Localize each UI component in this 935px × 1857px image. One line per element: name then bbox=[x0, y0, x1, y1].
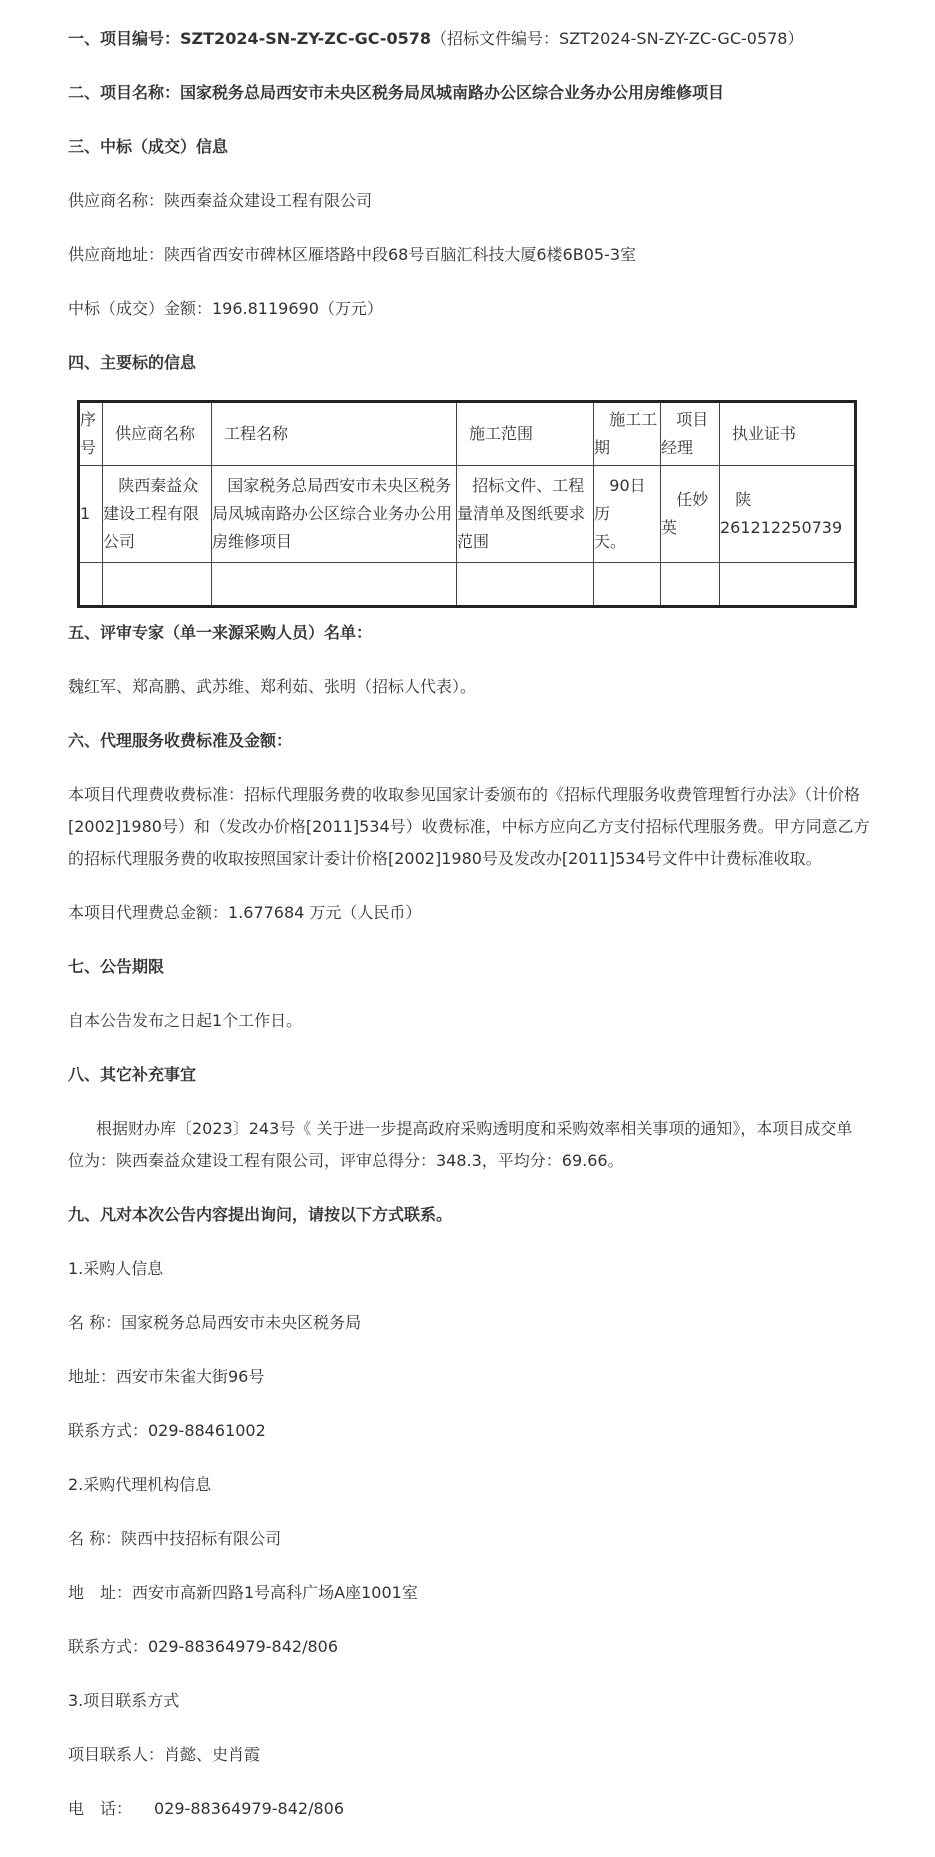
header-supplier: 供应商名称 bbox=[103, 402, 212, 466]
fee-standard-line-2: [2002]1980号）和（发改办价格[2011]534号）收费标准，中标方应向乙方支付招标代理服务费。甲方同意乙方 bbox=[68, 817, 870, 836]
tender-doc-number: （招标文件编号：SZT2024-SN-ZY-ZC-GC-0578） bbox=[431, 29, 804, 48]
phone-label: 电 话： bbox=[68, 1799, 133, 1818]
fee-standard-line-1: 本项目代理费收费标准：招标代理服务费的收取参见国家计委颁布的《招标代理服务收费管理暂行办法》（计价格 bbox=[68, 785, 861, 804]
supplier-name: 供应商名称：陕西秦益众建设工程有限公司 bbox=[68, 191, 373, 210]
project-name-label: 二、项目名称： bbox=[68, 83, 181, 102]
award-amount: 中标（成交）金额：196.8119690（万元） bbox=[68, 299, 383, 318]
supplement-line-2: 位为：陕西秦益众建设工程有限公司，评审总得分：348.3，平均分：69.66。 bbox=[68, 1151, 624, 1170]
fee-total: 本项目代理费总金额：1.677684 万元（人民币） bbox=[68, 903, 422, 922]
project-contact-title: 3.项目联系方式 bbox=[68, 1691, 180, 1710]
cell-supplier: 陕西秦益众 建设工程有限 公司 bbox=[103, 466, 212, 563]
table-empty-row bbox=[79, 563, 856, 607]
agency-info-title: 2.采购代理机构信息 bbox=[68, 1475, 212, 1494]
project-name-value: 国家税务总局西安市未央区税务局凤城南路办公区综合业务办公用房维修项目 bbox=[180, 83, 725, 102]
buyer-contact: 联系方式：029-88461002 bbox=[68, 1421, 266, 1440]
project-contact-phone bbox=[68, 1798, 344, 1820]
header-project: 工程名称 bbox=[212, 402, 457, 466]
subject-table bbox=[77, 400, 857, 608]
cell-license: 陕 261212250739 bbox=[720, 466, 856, 563]
header-seq: 序 号 bbox=[79, 402, 103, 466]
section-contact-heading: 九、凡对本次公告内容提出询问，请按以下方式联系。 bbox=[68, 1205, 453, 1224]
table-header-row bbox=[79, 402, 856, 466]
notice-period: 自本公告发布之日起1个工作日。 bbox=[68, 1011, 303, 1030]
buyer-name: 名 称：国家税务总局西安市未央区税务局 bbox=[68, 1313, 362, 1332]
agency-address: 地 址：西安市高新四路1号高科广场A座1001室 bbox=[68, 1583, 418, 1602]
project-contact-people: 项目联系人：肖懿、史肖霞 bbox=[68, 1745, 261, 1764]
buyer-info-title: 1.采购人信息 bbox=[68, 1259, 164, 1278]
header-license: 执业证书 bbox=[720, 402, 856, 466]
section-fee-heading: 六、代理服务收费标准及金额： bbox=[68, 731, 293, 750]
cell-period: 90日历 天。 bbox=[594, 466, 661, 563]
section-project-name bbox=[68, 82, 724, 104]
cell-project: 国家税务总局西安市未央区税务 局凤城南路办公区综合业务办公用 房维修项目 bbox=[212, 466, 457, 563]
table-row bbox=[79, 466, 856, 563]
header-period: 施工工 期 bbox=[594, 402, 661, 466]
header-manager: 项目 经理 bbox=[661, 402, 720, 466]
project-number-value: SZT2024-SN-ZY-ZC-GC-0578 bbox=[180, 29, 432, 48]
section-supplement-heading: 八、其它补充事宜 bbox=[68, 1065, 197, 1084]
phone-value: 029-88364979-842/806 bbox=[154, 1799, 345, 1818]
supplement-line-1: 根据财办库〔2023〕243号《 关于进一步提高政府采购透明度和采购效率相关事项的通知》，本项目成交单 bbox=[96, 1119, 853, 1138]
supplier-address: 供应商地址：陕西省西安市碑林区雁塔路中段68号百脑汇科技大厦6楼6B05-3室 bbox=[68, 245, 637, 264]
section-subject-heading: 四、主要标的信息 bbox=[68, 353, 197, 372]
section-period-heading: 七、公告期限 bbox=[68, 957, 165, 976]
section-project-number bbox=[68, 28, 803, 50]
expert-names: 魏红军、郑高鹏、武苏维、郑利茹、张明（招标人代表）。 bbox=[68, 677, 477, 696]
section-experts-heading: 五、评审专家（单一来源采购人员）名单： bbox=[68, 623, 373, 642]
project-number-label: 一、项目编号： bbox=[68, 29, 181, 48]
cell-seq: 1 bbox=[79, 466, 103, 563]
agency-contact: 联系方式：029-88364979-842/806 bbox=[68, 1637, 338, 1656]
fee-standard-line-3: 的招标代理服务费的收取按照国家计委计价格[2002]1980号及发改办[2011]534号文件中计费标准收取。 bbox=[68, 849, 822, 868]
buyer-address: 地址：西安市朱雀大街96号 bbox=[68, 1367, 265, 1386]
section-award-heading: 三、中标（成交）信息 bbox=[68, 137, 229, 156]
header-scope: 施工范围 bbox=[457, 402, 594, 466]
agency-name: 名 称：陕西中技招标有限公司 bbox=[68, 1529, 282, 1548]
cell-manager: 任妙 英 bbox=[661, 466, 720, 563]
cell-scope: 招标文件、工程 量清单及图纸要求 范围 bbox=[457, 466, 594, 563]
